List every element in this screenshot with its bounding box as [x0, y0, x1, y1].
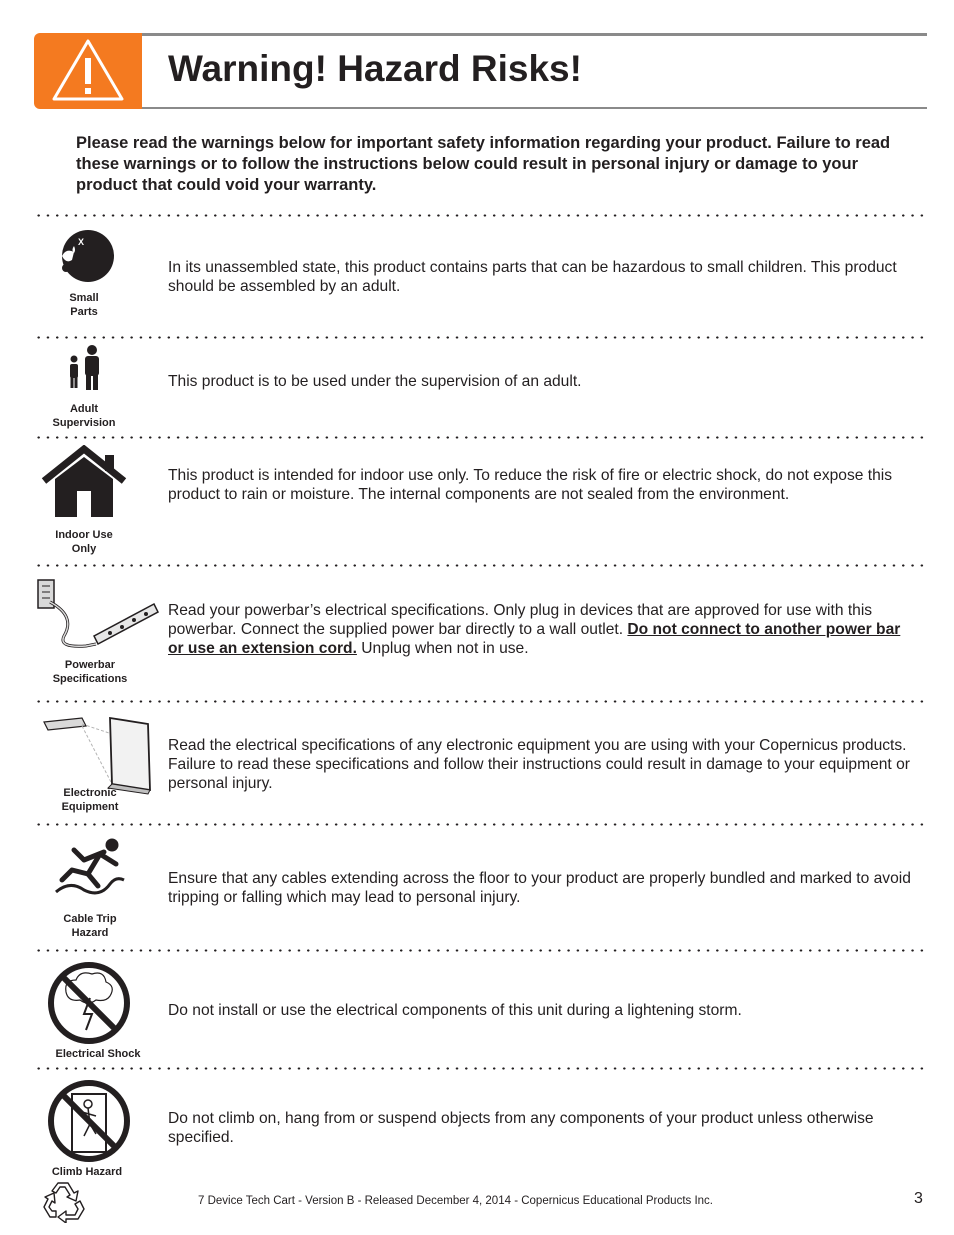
small-parts-caption: Small Parts [69, 292, 99, 318]
indoor-use-text: This product is intended for indoor use only. To reduce the risk of fire or electric shock, do not expose this product to rain or moisture. The internal components are not sealed from the environment. [168, 467, 893, 503]
dotted-divider [34, 1067, 927, 1070]
powerbar-icon [36, 576, 160, 656]
page-number: 3 [914, 1190, 923, 1207]
climb-hazard-icon [46, 1078, 132, 1164]
dotted-divider [34, 700, 927, 703]
header-rule-bottom [142, 107, 927, 109]
recycle-icon [40, 1177, 88, 1223]
dotted-divider [34, 823, 927, 826]
adult-supervision-caption: Adult Supervision [52, 403, 116, 429]
dotted-divider [34, 436, 927, 439]
warning-banner [34, 33, 142, 109]
dotted-divider [34, 564, 927, 567]
small-parts-glyph: X [78, 237, 85, 247]
small-parts-icon [54, 226, 116, 288]
electronic-equipment-icon [42, 714, 154, 796]
intro-paragraph: Please read the warnings below for important safety information regarding your product. Failure to read these warnings or to follow the instructions below could result in personal injury or damage to your product that could void your warranty. [76, 134, 891, 194]
indoor-use-caption: Indoor Use Only [55, 529, 113, 555]
indoor-house-icon [41, 445, 127, 519]
footer-text: 7 Device Tech Cart - Version B - Released December 4, 2014 - Copernicus Educational Products Inc. [198, 1195, 713, 1207]
powerbar-caption: Powerbar Specifications [52, 659, 128, 685]
dotted-divider [34, 214, 927, 217]
page-title: Warning! Hazard Risks! [168, 48, 582, 89]
adult-supervision-icon [64, 344, 104, 392]
cable-trip-caption: Cable Trip Hazard [63, 913, 117, 939]
electrical-shock-icon [46, 960, 132, 1046]
small-parts-text: In its unassembled state, this product contains parts that can be hazardous to small children. This product should be assembled by an adult. [168, 259, 897, 295]
electronic-equipment-text: Read the electrical specifications of any electronic equipment you are using with your Copernicus products. Failure to read these specifications and follow their instructions could result in damage to your equipment or personal injury. [168, 737, 910, 792]
page-header [34, 33, 927, 109]
header-rule-top [142, 33, 927, 36]
electrical-shock-caption: Electrical Shock [55, 1048, 141, 1060]
electronic-equipment-caption: Electronic Equipment [61, 787, 119, 813]
electrical-shock-text: Do not install or use the electrical components of this unit during a lightening storm. [168, 1002, 742, 1019]
warning-triangle-icon [34, 33, 142, 109]
cable-trip-icon [54, 836, 126, 896]
dotted-divider [34, 949, 927, 952]
climb-hazard-text: Do not climb on, hang from or suspend objects from any components of your product unless otherwise specified. [168, 1110, 874, 1146]
adult-supervision-text: This product is to be used under the supervision of an adult. [168, 373, 582, 390]
powerbar-text: Read your powerbar’s electrical specifications. Only plug in devices that are approved for use with this powerbar. Connect the supplied power bar directly to a wall outlet. Do not connect to another power bar or use an extension cord. Unplug when not in use. [168, 602, 901, 657]
dotted-divider [34, 336, 927, 339]
climb-hazard-caption: Climb Hazard [51, 1166, 123, 1178]
powerbar-warning-emphasis: Do not connect to another power bar or use an extension cord. [168, 621, 901, 657]
cable-trip-text: Ensure that any cables extending across the floor to your product are properly bundled and marked to avoid tripping or falling which may lead to personal injury. [168, 870, 911, 906]
